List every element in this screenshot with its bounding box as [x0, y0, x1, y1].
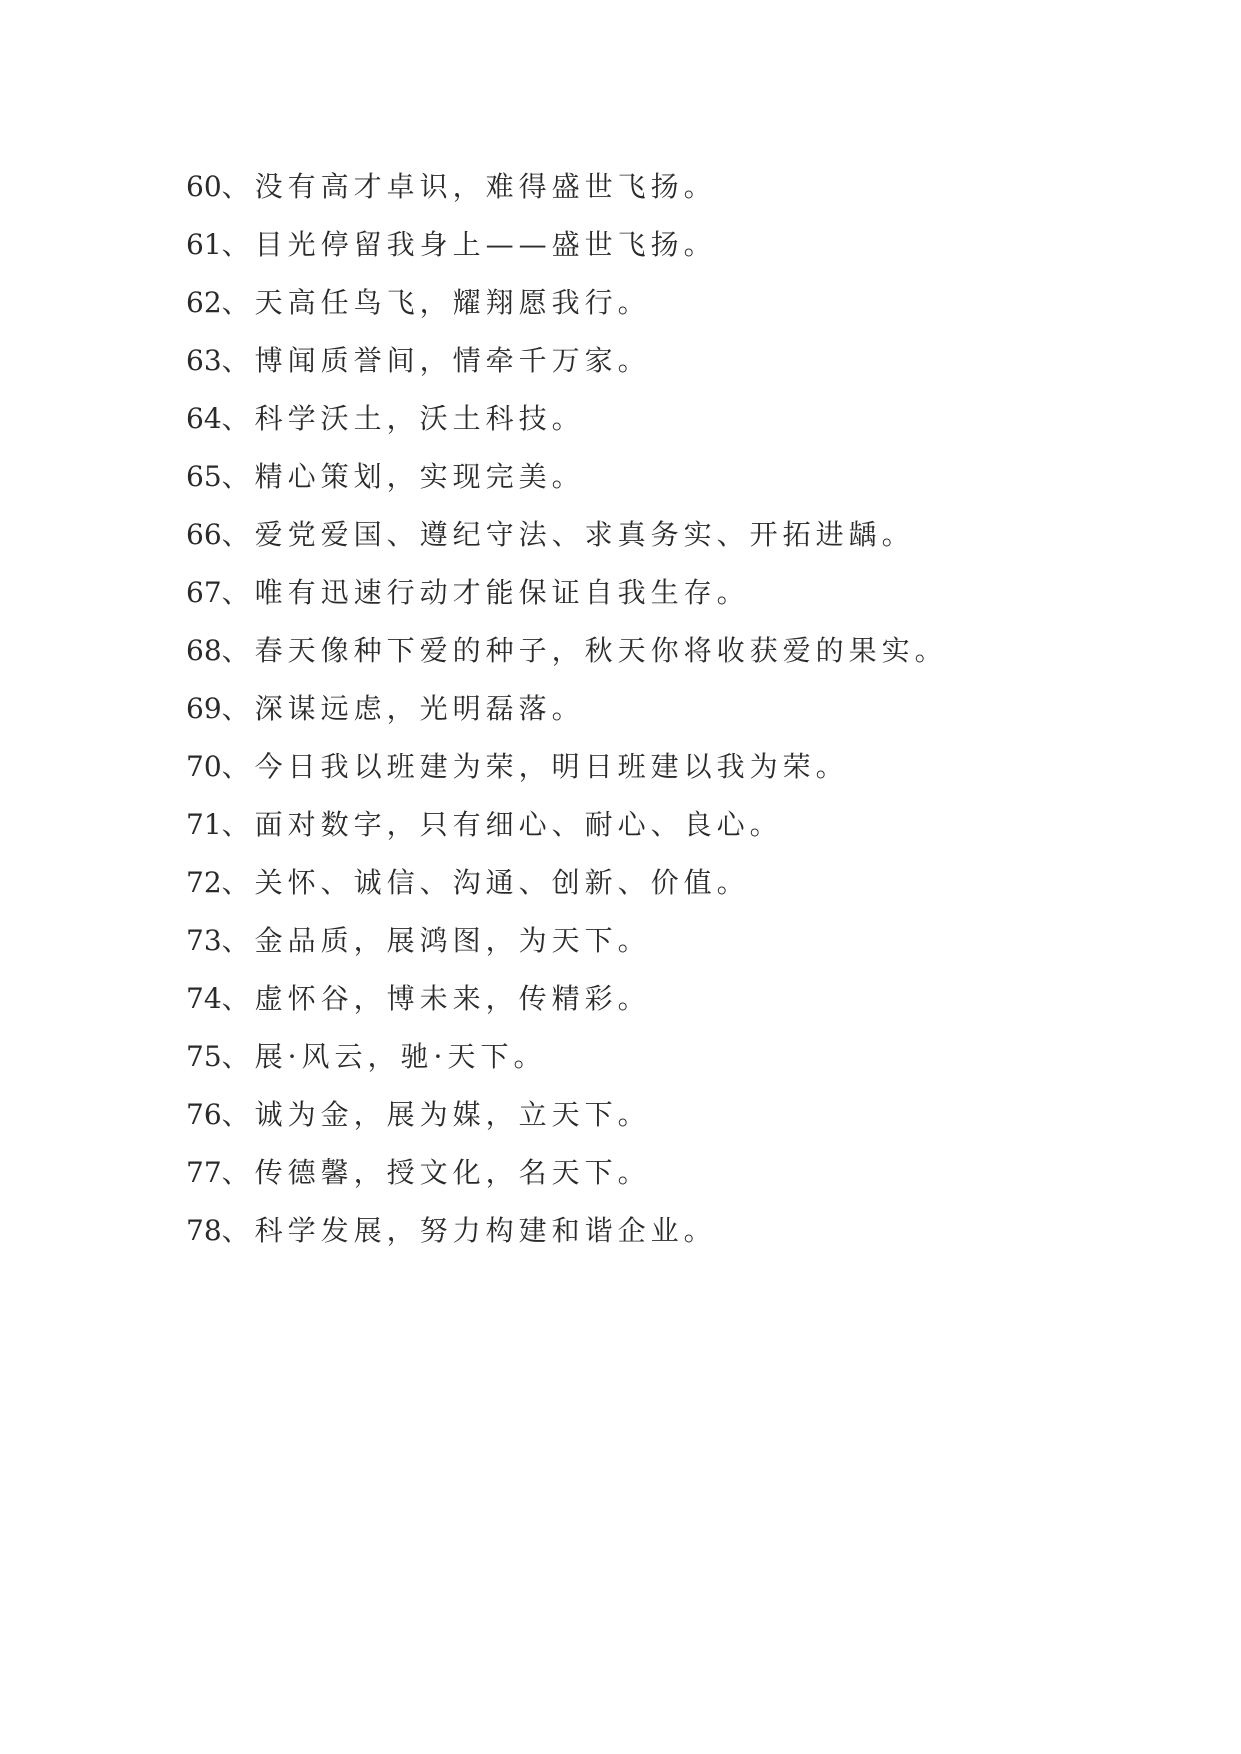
item-text: 、诚为金，展为媒，立天下。 [221, 1098, 651, 1131]
item-text: 、今日我以班建为荣，明日班建以我为荣。 [221, 750, 849, 783]
item-number: 66 [186, 518, 222, 551]
list-item [186, 1144, 1186, 1202]
list-item [186, 622, 1186, 680]
list-item [186, 448, 1186, 506]
list-item [186, 970, 1186, 1028]
item-text: 、没有高才卓识，难得盛世飞扬。 [221, 170, 717, 203]
item-text: 、科学沃土，沃土科技。 [221, 402, 585, 435]
list-item [186, 796, 1186, 854]
list-item [186, 564, 1186, 622]
item-number: 73 [186, 924, 222, 957]
list-item [186, 332, 1186, 390]
item-text: 、博闻质誉间，情牵千万家。 [221, 344, 651, 377]
item-text: 、展·风云，驰·天下。 [221, 1040, 547, 1073]
item-text: 、精心策划，实现完美。 [221, 460, 585, 493]
list-item [186, 680, 1186, 738]
item-number: 72 [186, 866, 222, 899]
item-text: 、深谋远虑，光明磊落。 [221, 692, 585, 725]
list-item [186, 158, 1186, 216]
item-text: 、科学发展，努力构建和谐企业。 [221, 1214, 717, 1247]
item-number: 65 [186, 460, 222, 493]
list-item [186, 506, 1186, 564]
item-text: 、唯有迅速行动才能保证自我生存。 [221, 576, 750, 609]
item-text: 、目光停留我身上——盛世飞扬。 [221, 228, 717, 261]
item-text: 、关怀、诚信、沟通、创新、价值。 [221, 866, 750, 899]
item-number: 67 [186, 576, 222, 609]
item-number: 70 [186, 750, 222, 783]
item-number: 77 [186, 1156, 222, 1189]
item-number: 69 [186, 692, 222, 725]
list-item [186, 1086, 1186, 1144]
item-number: 76 [186, 1098, 222, 1131]
item-text: 、面对数字，只有细心、耐心、良心。 [221, 808, 783, 841]
item-text: 、天高任鸟飞，耀翔愿我行。 [221, 286, 651, 319]
item-number: 68 [186, 634, 222, 667]
item-number: 71 [186, 808, 222, 841]
list-item [186, 390, 1186, 448]
item-text: 、爱党爱国、遵纪守法、求真务实、开拓进龋。 [221, 518, 915, 551]
item-number: 74 [186, 982, 222, 1015]
item-text: 、春天像种下爱的种子，秋天你将收获爱的果实。 [221, 634, 948, 667]
item-number: 62 [186, 286, 222, 319]
list-item [186, 216, 1186, 274]
item-number: 78 [186, 1214, 222, 1247]
list-item [186, 854, 1186, 912]
item-number: 61 [186, 228, 222, 261]
item-number: 63 [186, 344, 222, 377]
list-item [186, 274, 1186, 332]
list-item [186, 1028, 1186, 1086]
item-text: 、金品质，展鸿图，为天下。 [221, 924, 651, 957]
item-text: 、虚怀谷，博未来，传精彩。 [221, 982, 651, 1015]
list-item [186, 1202, 1186, 1260]
slogan-list [186, 158, 1186, 1260]
item-text: 、传德馨，授文化，名天下。 [221, 1156, 651, 1189]
item-number: 75 [186, 1040, 222, 1073]
item-number: 60 [186, 170, 222, 203]
item-number: 64 [186, 402, 222, 435]
list-item [186, 738, 1186, 796]
list-item [186, 912, 1186, 970]
